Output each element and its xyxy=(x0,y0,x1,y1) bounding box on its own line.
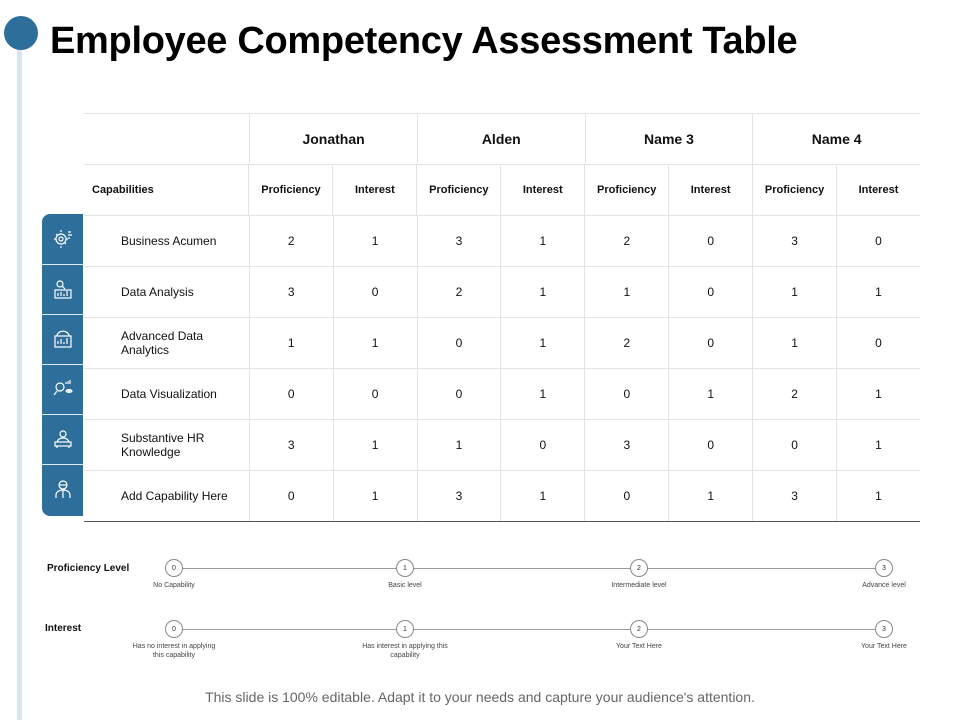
score-cell: 1 xyxy=(333,318,417,368)
data-visualization-icon xyxy=(42,364,83,414)
table-row xyxy=(84,471,920,522)
column-header: Interest xyxy=(332,165,416,215)
scale-caption: Has no interest in applying this capability xyxy=(132,643,216,659)
score-cell: 1 xyxy=(500,267,584,317)
score-cell: 2 xyxy=(249,216,333,266)
score-cell: 2 xyxy=(584,318,668,368)
column-header: Proficiency xyxy=(584,165,668,215)
employee-name: Jonathan xyxy=(249,114,417,164)
score-cell: 3 xyxy=(249,420,333,470)
column-header: Interest xyxy=(500,165,584,215)
table-row xyxy=(84,318,920,369)
score-cell: 3 xyxy=(752,216,836,266)
score-cell: 0 xyxy=(249,471,333,521)
score-cell: 1 xyxy=(836,267,920,317)
interest-scale-label: Interest xyxy=(45,623,82,634)
score-cell: 0 xyxy=(668,420,752,470)
proficiency-scale-label: Proficiency Level xyxy=(47,563,130,574)
competency-table xyxy=(84,113,920,522)
employee-name: Name 4 xyxy=(752,114,920,164)
capability-label: Substantive HR Knowledge xyxy=(121,431,205,459)
score-cell: 3 xyxy=(417,471,501,521)
scale-caption: Your Text Here xyxy=(861,643,907,650)
score-cell: 1 xyxy=(500,318,584,368)
score-cell: 0 xyxy=(668,267,752,317)
scale-caption: Intermediate level xyxy=(611,582,667,589)
score-cell: 3 xyxy=(584,420,668,470)
column-header: Interest xyxy=(668,165,752,215)
score-cell: 0 xyxy=(836,216,920,266)
person-icon xyxy=(42,464,83,514)
score-cell: 1 xyxy=(836,471,920,521)
business-acumen-icon xyxy=(42,214,83,264)
score-cell: 0 xyxy=(249,369,333,419)
subheader-row xyxy=(84,165,920,216)
score-cell: 0 xyxy=(333,267,417,317)
employee-name: Name 3 xyxy=(585,114,753,164)
capability-label: Add Capability Here xyxy=(121,489,228,503)
capability-label: Data Analysis xyxy=(121,285,194,299)
score-cell: 3 xyxy=(249,267,333,317)
interest-scale xyxy=(0,620,960,680)
capability-label: Data Visualization xyxy=(121,387,217,401)
score-cell: 0 xyxy=(752,420,836,470)
scale-node: 2 xyxy=(630,620,648,638)
score-cell: 2 xyxy=(584,216,668,266)
scale-caption: Basic level xyxy=(388,582,422,589)
score-cell: 1 xyxy=(333,420,417,470)
score-cell: 1 xyxy=(333,471,417,521)
score-cell: 3 xyxy=(417,216,501,266)
scale-node: 3 xyxy=(875,559,893,577)
score-cell: 1 xyxy=(584,267,668,317)
footer-note: This slide is 100% editable. Adapt it to your needs and capture your audience's attention. xyxy=(205,689,755,705)
decorative-dot xyxy=(4,16,38,50)
score-cell: 0 xyxy=(668,318,752,368)
column-header: Proficiency xyxy=(416,165,500,215)
column-header: Proficiency xyxy=(248,165,332,215)
names-header-row xyxy=(84,113,920,165)
capability-label: Business Acumen xyxy=(121,234,217,248)
scale-caption: Advance level xyxy=(862,582,906,589)
scale-caption: Your Text Here xyxy=(616,643,662,650)
scale-caption: Has interest in applying this capability xyxy=(362,643,448,659)
proficiency-scale xyxy=(0,559,960,619)
score-cell: 1 xyxy=(836,369,920,419)
score-cell: 1 xyxy=(249,318,333,368)
employee-name: Alden xyxy=(417,114,585,164)
score-cell: 0 xyxy=(584,369,668,419)
scale-node: 3 xyxy=(875,620,893,638)
score-cell: 1 xyxy=(752,318,836,368)
score-cell: 0 xyxy=(584,471,668,521)
score-cell: 0 xyxy=(836,318,920,368)
score-cell: 1 xyxy=(500,369,584,419)
score-cell: 1 xyxy=(417,420,501,470)
table-row xyxy=(84,267,920,318)
score-cell: 1 xyxy=(836,420,920,470)
scale-node: 2 xyxy=(630,559,648,577)
page-title: Employee Competency Assessment Table xyxy=(50,20,798,62)
score-cell: 0 xyxy=(500,420,584,470)
scale-node: 1 xyxy=(396,559,414,577)
score-cell: 0 xyxy=(333,369,417,419)
score-cell: 2 xyxy=(752,369,836,419)
capability-icon-bar xyxy=(42,214,83,516)
score-cell: 3 xyxy=(752,471,836,521)
table-row xyxy=(84,369,920,420)
score-cell: 0 xyxy=(417,318,501,368)
scale-node: 1 xyxy=(396,620,414,638)
score-cell: 2 xyxy=(417,267,501,317)
scale-node: 0 xyxy=(165,620,183,638)
capability-label: Advanced Data Analytics xyxy=(121,329,204,357)
scale-caption: No Capability xyxy=(153,582,195,589)
advanced-analytics-icon xyxy=(42,314,83,364)
table-row xyxy=(84,216,920,267)
column-header: Interest xyxy=(836,165,920,215)
scale-node: 0 xyxy=(165,559,183,577)
score-cell: 1 xyxy=(333,216,417,266)
score-cell: 1 xyxy=(500,471,584,521)
table-row xyxy=(84,420,920,471)
score-cell: 0 xyxy=(668,216,752,266)
score-cell: 1 xyxy=(668,369,752,419)
capabilities-header: Capabilities xyxy=(92,184,154,196)
score-cell: 1 xyxy=(500,216,584,266)
score-cell: 0 xyxy=(417,369,501,419)
score-cell: 1 xyxy=(752,267,836,317)
column-header: Proficiency xyxy=(752,165,836,215)
data-analysis-icon xyxy=(42,264,83,314)
score-cell: 1 xyxy=(668,471,752,521)
hr-knowledge-icon xyxy=(42,414,83,464)
